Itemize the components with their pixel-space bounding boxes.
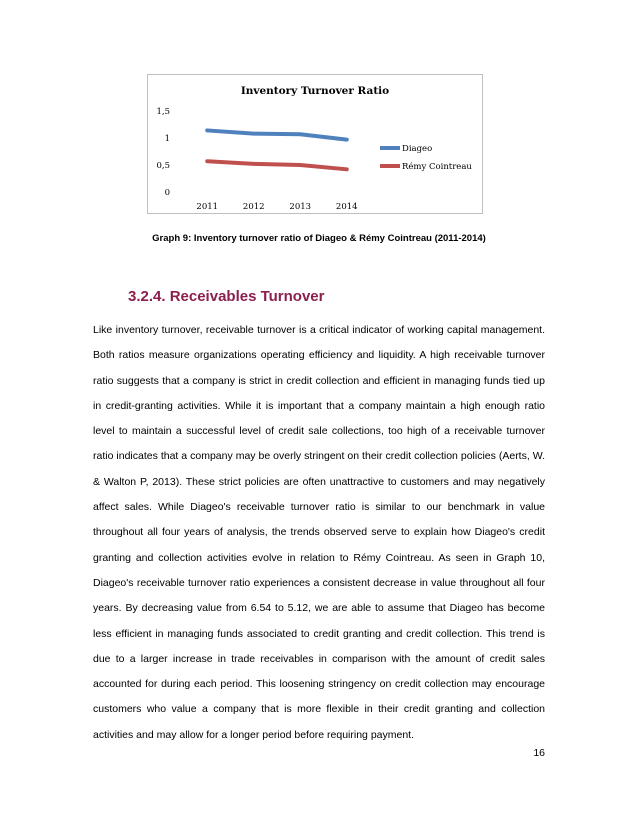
series-line-diageo	[207, 130, 347, 139]
page-number: 16	[533, 747, 545, 759]
y-tick-label: 1,5	[156, 107, 170, 117]
section-heading: 3.2.4. Receivables Turnover	[128, 288, 325, 305]
x-tick-label: 2012	[242, 202, 265, 212]
inventory-turnover-chart	[147, 74, 483, 214]
graph-caption: Graph 9: Inventory turnover ratio of Diageo & Rémy Cointreau (2011-2014)	[152, 233, 486, 244]
legend-label: Rémy Cointreau	[402, 162, 472, 172]
y-tick-label: 0	[164, 188, 170, 198]
x-tick-label: 2011	[196, 202, 219, 212]
body-paragraph: Like inventory turnover, receivable turnover is a critical indicator of working capital management. Both ratios measure organizations operating efficiency and liquidity. A high receivable turnover ratio suggests that a company is strict in credit collection and efficient in managing funds tied up in credit-granting activities. While it is important that a company maintain a high enough ratio level to maintain a successful level of credit sale collections, too high of a receivable turnover ratio indicates that a company may be overly stringent on their credit collection policies (Aerts, W. & Walton P, 2013). These strict policies are often unattractive to customers and may negatively affect sales. While Diageo's receivable turnover ratio is similar to our benchmark in value throughout all four years of analysis, the trends observed serve to explain how Diageo's credit granting and collection activities evolve in relation to Rémy Cointreau. As seen in Graph 10, Diageo's receivable turnover ratio experiences a consistent decrease in value throughout all four years. By decreasing value from 6.54 to 5.12, we are able to assume that Diageo has become less efficient in managing funds associated to credit granting and credit collection. This trend is due to a larger increase in trade receivables in comparison with the amount of credit sales accounted for during each period. This loosening stringency on credit collection may encourage customers who value a company that is more flexible in their credit granting and collection activities and may allow for a longer period before requiring payment.	[93, 324, 545, 741]
x-tick-label: 2013	[289, 202, 312, 212]
chart-title: Inventory Turnover Ratio	[240, 85, 390, 97]
x-tick-label: 2014	[335, 202, 358, 212]
legend-label: Diageo	[402, 144, 433, 154]
series-line-remy-cointreau	[207, 161, 347, 169]
y-tick-label: 0,5	[156, 161, 170, 171]
y-tick-label: 1	[164, 134, 170, 144]
chart-svg	[148, 75, 482, 213]
